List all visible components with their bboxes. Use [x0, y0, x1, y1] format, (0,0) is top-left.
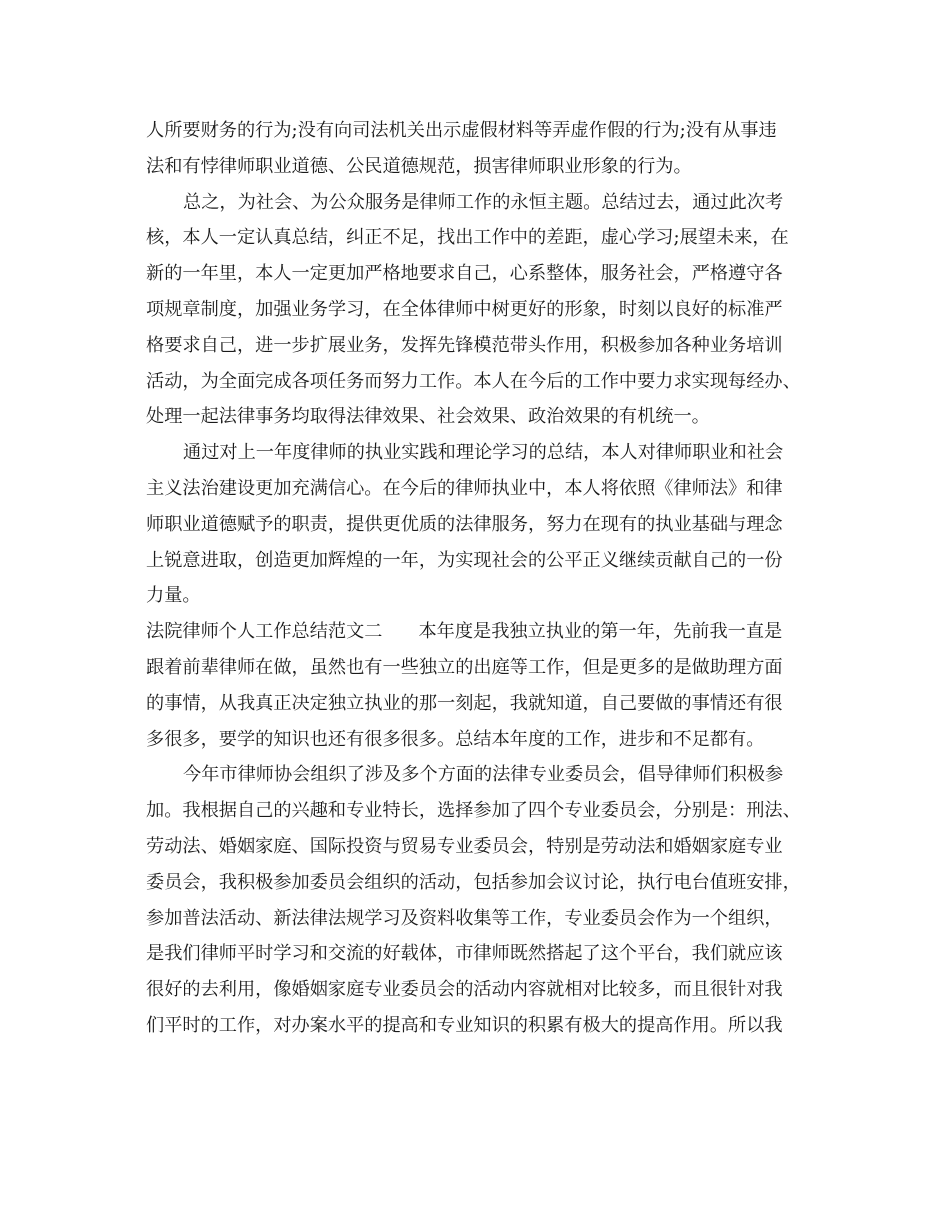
text-line: 新的一年里，本人一定更加严格地要求自己，心系整体，服务社会，严格遵守各: [146, 263, 783, 285]
text-line: 的事情，从我真正决定独立执业的那一刻起，我就知道，自己要做的事情还有很: [146, 692, 783, 714]
text-line: 人所要财务的行为;没有向司法机关出示虚假材料等弄虚作假的行为;没有从事违: [146, 120, 777, 141]
text-line: 力量。: [146, 585, 201, 607]
text-line: 处理一起法律事务均取得法律效果、社会效果、政治效果的有机统一。: [146, 406, 710, 428]
text-line: 法和有悖律师职业道德、公民道德规范，损害律师职业形象的行为。: [146, 155, 692, 177]
text-line: 跟着前辈律师在做，虽然也有一些独立的出庭等工作，但是更多的是做助理方面: [146, 656, 783, 678]
section-lead-text: 本年度是我独立执业的第一年，先前我一直是: [418, 621, 783, 643]
text-line: 加。我根据自己的兴趣和专业特长，选择参加了四个专业委员会，分别是：刑法、: [146, 800, 801, 822]
document-body: [146, 113, 806, 1044]
text-line: 是我们律师平时学习和交流的好载体，市律师既然搭起了这个平台，我们就应该: [146, 943, 783, 965]
text-line: 核，本人一定认真总结，纠正不足，找出工作中的差距，虚心学习;展望未来，在: [146, 227, 789, 249]
text-line: 们平时的工作，对办案水平的提高和专业知识的积累有极大的提高作用。所以我: [146, 1014, 783, 1036]
text-line: 多很多，要学的知识也还有很多很多。总结本年度的工作，进步和不足都有。: [146, 728, 765, 750]
section-heading-line: [146, 614, 806, 650]
paragraph-start-line: 总之，为社会、为公众服务是律师工作的永恒主题。总结过去，通过此次考: [183, 191, 784, 213]
text-line: 上锐意进取，创造更加辉煌的一年，为实现社会的公平正义继续贡献自己的一份: [146, 549, 783, 571]
text-line: 主义法治建设更加充满信心。在今后的律师执业中，本人将依照《律师法》和律: [146, 477, 783, 499]
text-line: 师职业道德赋予的职责，提供更优质的法律服务，努力在现有的执业基础与理念: [146, 513, 783, 535]
paragraph-start-line: 今年市律师协会组织了涉及多个方面的法律专业委员会，倡导律师们积极参: [183, 764, 784, 786]
section-title: 法院律师个人工作总结范文二: [146, 621, 383, 643]
text-line: 很好的去利用，像婚姻家庭专业委员会的活动内容就相对比较多，而且很针对我: [146, 979, 783, 1001]
text-line: 劳动法、婚姻家庭、国际投资与贸易专业委员会，特别是劳动法和婚姻家庭专业: [146, 835, 783, 857]
text-line: 格要求自己，进一步扩展业务，发挥先锋模范带头作用，积极参加各种业务培训: [146, 334, 783, 356]
text-line: 参加普法活动、新法律法规学习及资料收集等工作，专业委员会作为一个组织，: [146, 907, 783, 929]
text-line: 委员会，我积极参加委员会组织的活动，包括参加会议讨论，执行电台值班安排，: [146, 871, 801, 893]
paragraph-start-line: 通过对上一年度律师的执业实践和理论学习的总结，本人对律师职业和社会: [183, 442, 784, 464]
text-line: 活动，为全面完成各项任务而努力工作。本人在今后的工作中要力求实现每经办、: [146, 370, 801, 392]
text-line: 项规章制度，加强业务学习，在全体律师中树更好的形象，时刻以良好的标准严: [146, 298, 783, 320]
